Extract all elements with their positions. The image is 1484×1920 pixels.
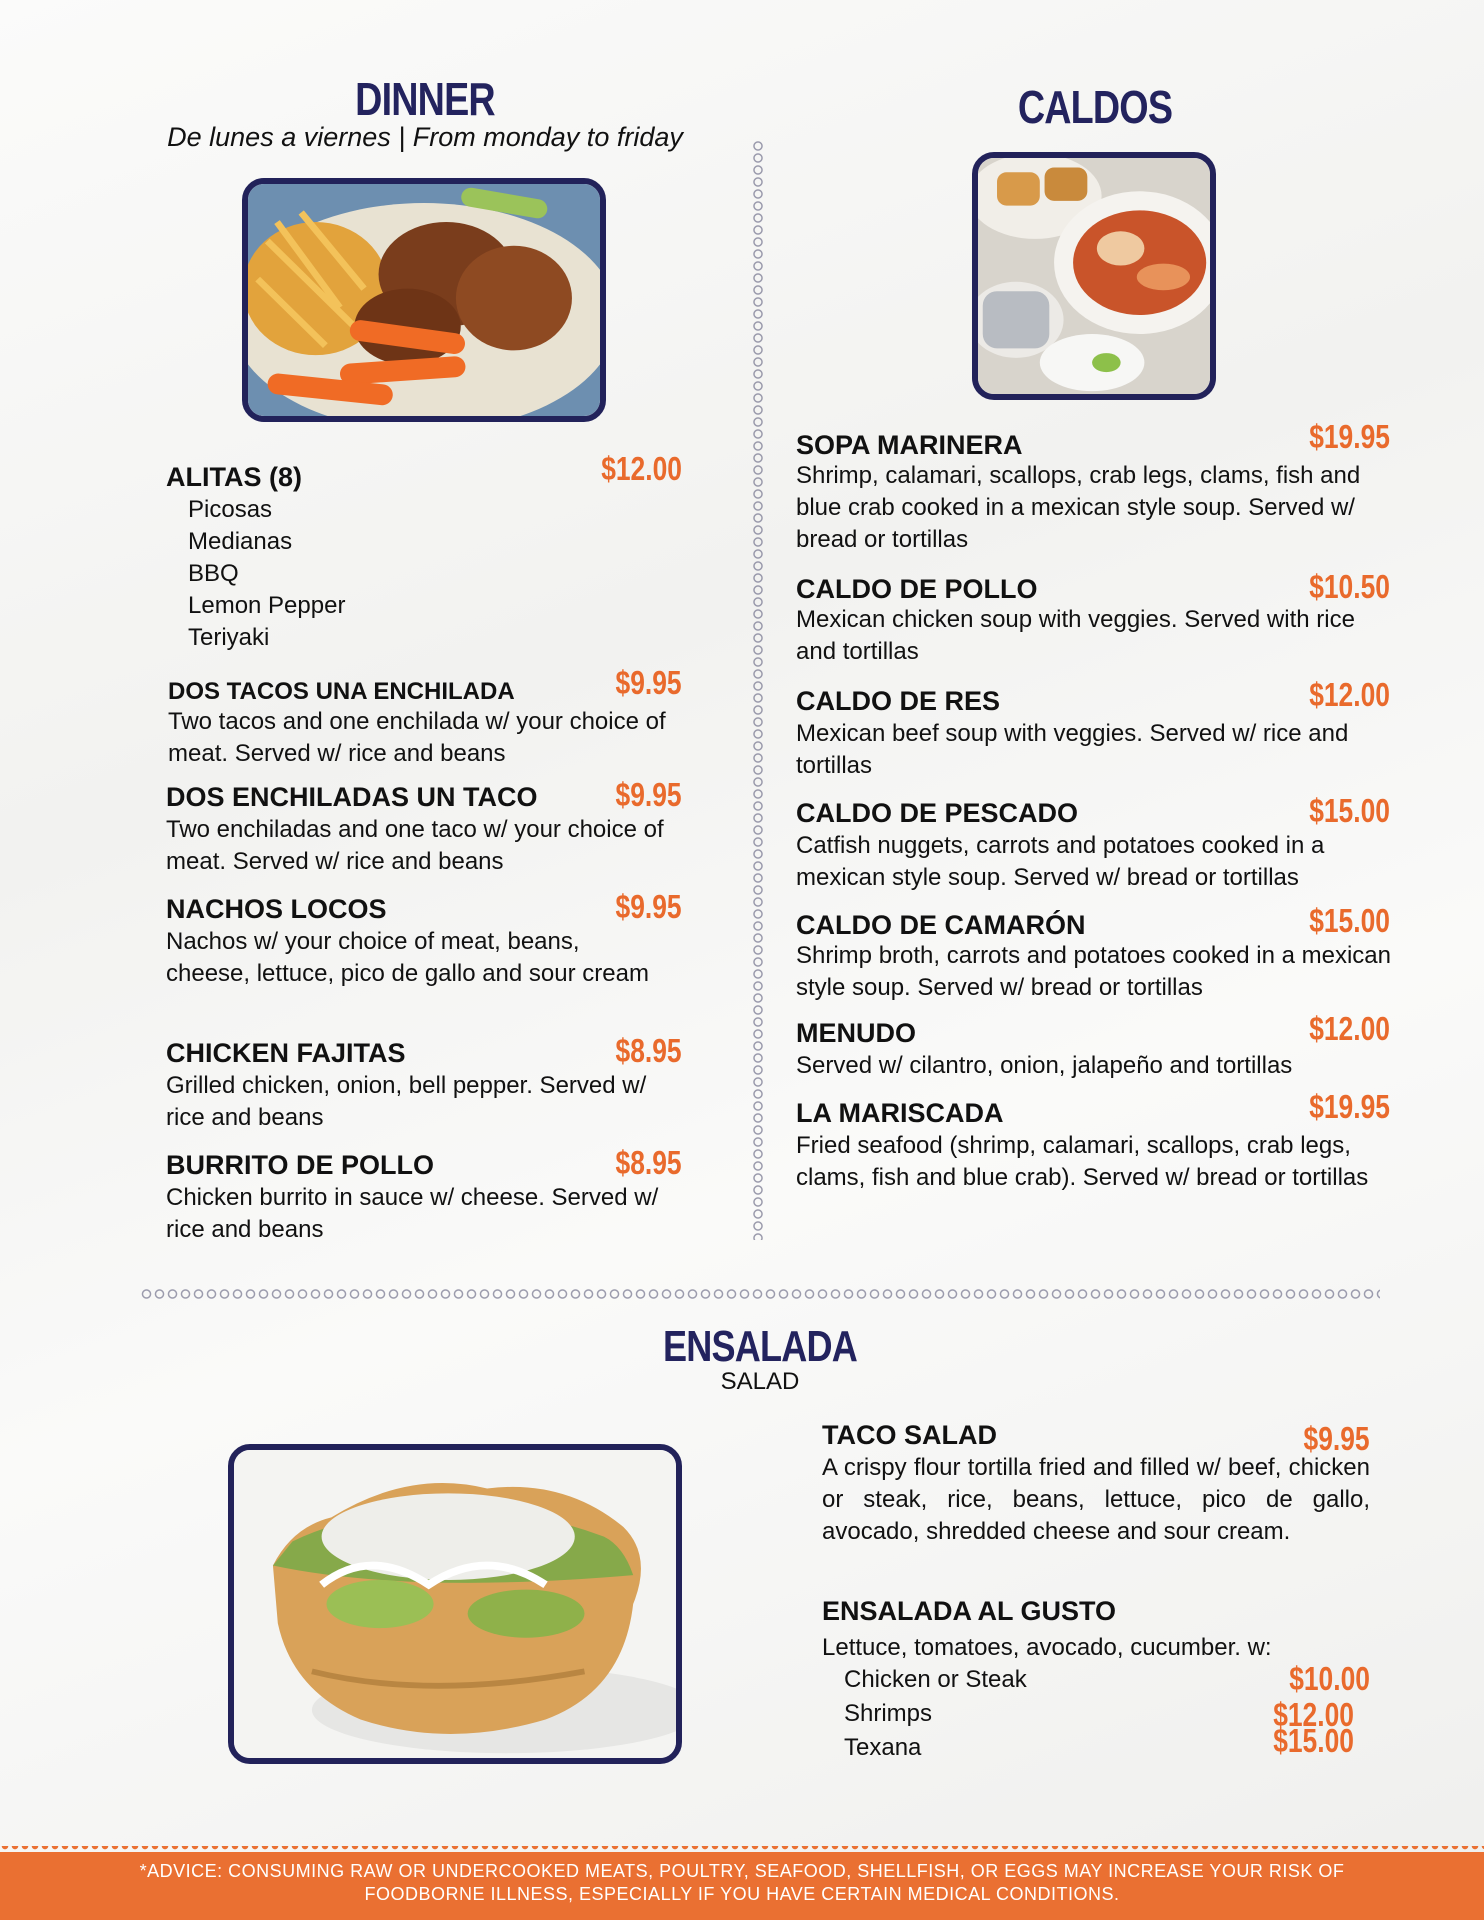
caldo-item-desc: Shrimp, calamari, scallops, crab legs, clams, fish and blue crab cooked in a mexican style soup. Served w/ bread or tortillas [796, 462, 1361, 553]
caldo-item-name: LA MARISCADA [796, 1098, 1004, 1128]
alitas-option: Picosas [188, 496, 273, 523]
caldo-item-price: $19.95 [1309, 418, 1390, 455]
salad-item-name: ENSALADA AL GUSTO [822, 1596, 1117, 1626]
alitas-option: Lemon Pepper [188, 592, 346, 619]
dinner-item-price: $8.95 [615, 1032, 682, 1069]
dinner-subtitle: De lunes a viernes | From monday to friday [167, 122, 683, 152]
caldo-item-desc: Fried seafood (shrimp, calamari, scallops, crab legs, clams, fish and blue crab). Served w/ bread or tortillas [796, 1132, 1369, 1191]
caldo-item-name: CALDO DE CAMARÓN [796, 910, 1086, 940]
caldo-item-name: CALDO DE POLLO [796, 574, 1038, 604]
caldo-item-name: MENUDO [796, 1018, 916, 1048]
dinner-item-desc: Chicken burrito in sauce w/ cheese. Served w/ rice and beans [166, 1184, 659, 1243]
caldo-item-price: $15.00 [1309, 902, 1390, 939]
dinner-item-price: $12.00 [601, 450, 682, 487]
caldo-item-desc: Mexican chicken soup with veggies. Served with rice and tortillas [796, 606, 1355, 665]
caldo-item-desc: Mexican beef soup with veggies. Served w/ rice and tortillas [796, 720, 1349, 779]
horizontal-divider [140, 1287, 1380, 1301]
salad-option-price: $10.00 [1289, 1660, 1370, 1697]
salad-option-label: Chicken or Steak [844, 1666, 1027, 1693]
salad-option-price: $15.00 [1273, 1722, 1354, 1759]
vertical-divider [751, 140, 765, 1240]
dinner-item-desc: Two tacos and one enchilada w/ your choice of meat. Served w/ rice and beans [168, 708, 666, 767]
dinner-item-desc: Nachos w/ your choice of meat, beans, cheese, lettuce, pico de gallo and sour cream [166, 928, 649, 987]
alitas-option: Medianas [188, 528, 293, 555]
dinner-item-price: $9.95 [615, 664, 682, 701]
dinner-item-name: ALITAS (8) [166, 462, 302, 492]
ensalada-subtitle: SALAD [720, 1368, 800, 1395]
dinner-item-name: CHICKEN FAJITAS [166, 1038, 406, 1068]
caldo-item-name: CALDO DE PESCADO [796, 798, 1079, 828]
dinner-heading: DINNER [355, 73, 495, 125]
caldo-item-desc: Catfish nuggets, carrots and potatoes cooked in a mexican style soup. Served w/ bread or tortillas [796, 832, 1325, 891]
salad-option-price: $12.00 [1273, 1696, 1354, 1733]
caldo-item-name: CALDO DE RES [796, 686, 1001, 716]
dinner-item-price: $9.95 [615, 888, 682, 925]
caldo-item-desc: Served w/ cilantro, onion, jalapeño and tortillas [796, 1052, 1293, 1079]
caldo-item-desc: Shrimp broth, carrots and potatoes cooked in a mexican style soup. Served w/ bread or tortillas [796, 942, 1391, 1001]
dinner-item-price: $9.95 [615, 776, 682, 813]
caldos-photo [972, 152, 1216, 400]
caldo-item-price: $12.00 [1309, 676, 1390, 713]
caldo-item-price: $15.00 [1309, 792, 1390, 829]
dinner-item-name: BURRITO DE POLLO [166, 1150, 435, 1180]
dinner-item-desc: Grilled chicken, onion, bell pepper. Served w/ rice and beans [166, 1072, 647, 1131]
dinner-item-name: DOS ENCHILADAS UN TACO [166, 782, 538, 812]
alitas-option: Teriyaki [188, 624, 270, 651]
salad-item-name: TACO SALAD [822, 1420, 997, 1450]
advice-text: *ADVICE: CONSUMING RAW OR UNDERCOOKED MEATS, POULTRY, SEAFOOD, SHELLFISH, OR EGGS MAY INCREASE YOUR RISK OF FOODBORNE ILLNESS, ESPECIALLY IF YOU HAVE CERTAIN MEDICAL CONDITIONS. [139, 1861, 1345, 1904]
ensalada-photo [228, 1444, 682, 1764]
caldo-item-name: SOPA MARINERA [796, 430, 1023, 460]
dinner-item-name: DOS TACOS UNA ENCHILADA [168, 678, 515, 705]
salad-item-desc: Lettuce, tomatoes, avocado, cucumber. w: [822, 1634, 1272, 1661]
salad-item-price: $9.95 [1303, 1420, 1370, 1457]
salad-option-label: Texana [844, 1734, 922, 1761]
salad-option-label: Shrimps [844, 1700, 933, 1727]
alitas-option: BBQ [188, 560, 239, 587]
dinner-item-desc: Two enchiladas and one taco w/ your choice of meat. Served w/ rice and beans [166, 816, 664, 875]
caldo-item-price: $10.50 [1309, 568, 1390, 605]
caldos-heading: CALDOS [1017, 81, 1173, 133]
dinner-item-name: NACHOS LOCOS [166, 894, 387, 924]
caldo-item-price: $19.95 [1309, 1088, 1390, 1125]
salad-item-desc: A crispy flour tortilla fried and filled w/ beef, chicken or steak, rice, beans, lettuce, pico de gallo, avocado, shredded cheese and sour cream. [822, 1454, 1370, 1545]
dinner-item-price: $8.95 [615, 1144, 682, 1181]
caldo-item-price: $12.00 [1309, 1010, 1390, 1047]
dinner-photo [242, 178, 606, 422]
ensalada-heading: ENSALADA [663, 1322, 857, 1371]
